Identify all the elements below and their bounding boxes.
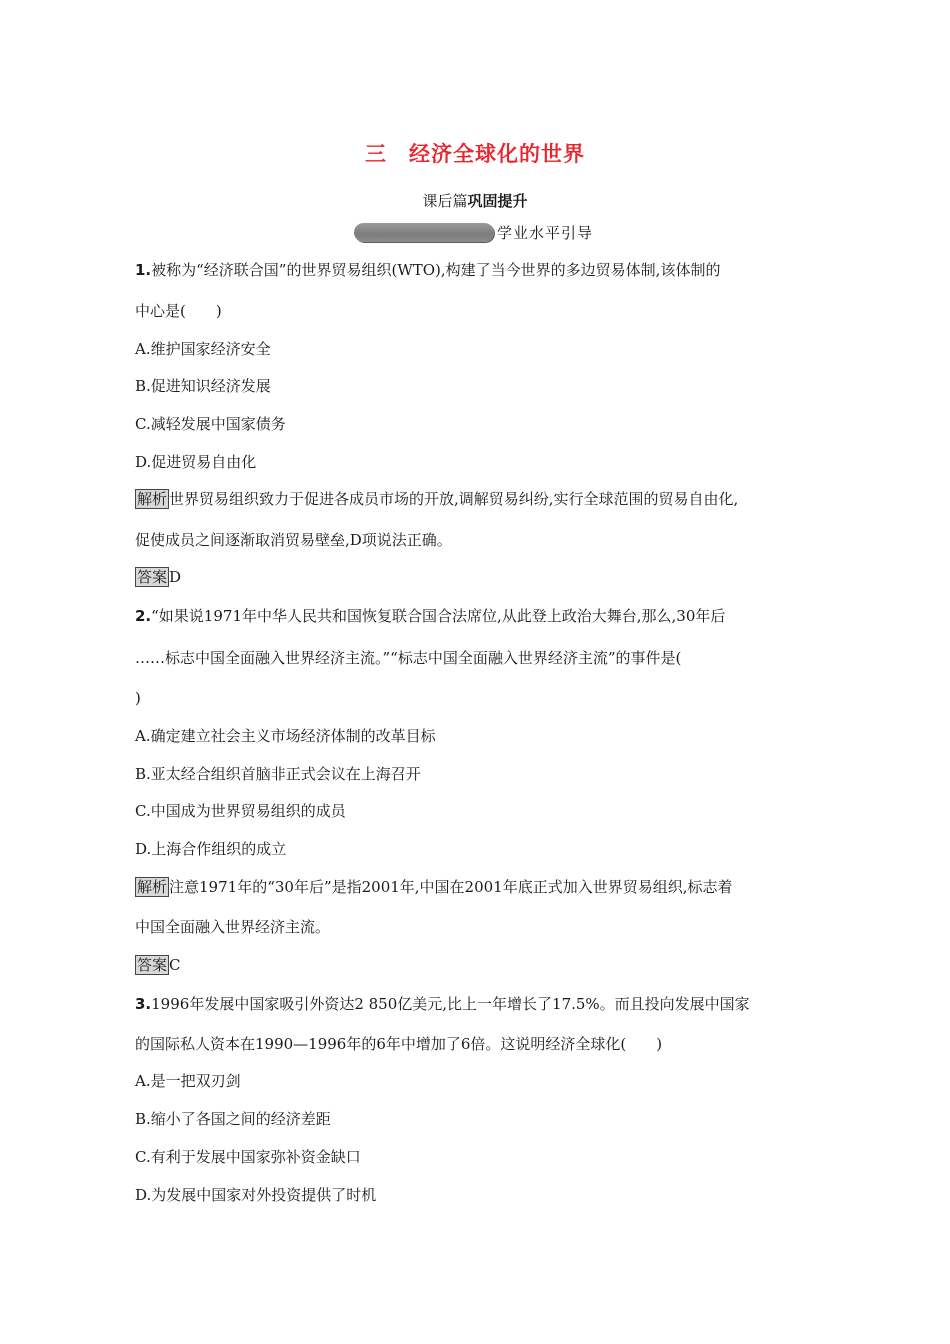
- q1-analysis-line-1: 解析 世界贸易组织致力于促进各成员市场的开放,调解贸易纠纷,实行全球范围的贸易自由化,: [137, 490, 739, 508]
- answer-tag: 答案: [137, 956, 168, 974]
- q2-analysis-line-2: 中国全面融入世界经济主流。: [135, 918, 331, 936]
- banner-label: 学业水平引导: [497, 223, 594, 242]
- page-title: 三 经济全球化的世界: [365, 142, 585, 166]
- level-banner: [354, 221, 593, 243]
- q2-number: 2.: [135, 607, 152, 625]
- q2-option-b: B.亚太经合组织首脑非正式会议在上海召开: [135, 765, 421, 783]
- q1-number: 1.: [135, 261, 152, 279]
- q3-option-c: C.有利于发展中国家弥补资金缺口: [135, 1148, 361, 1166]
- q1-option-c: C.减轻发展中国家债务: [135, 415, 286, 433]
- q2-option-a: A.确定建立社会主义市场经济体制的改革目标: [135, 727, 436, 745]
- q3-number: 3.: [135, 995, 152, 1013]
- answer-tag: 答案: [137, 568, 168, 586]
- q2-stem-line-2: ……标志中国全面融入世界经济主流。”“标志中国全面融入世界经济主流”的事件是(: [135, 649, 682, 667]
- q1-analysis-line-2: 促使成员之间逐渐取消贸易壁垒,D项说法正确。: [135, 531, 452, 549]
- analysis-tag: 解析: [137, 490, 168, 508]
- subtitle-bold: 巩固提升: [467, 192, 528, 210]
- q2-answer: 答案 C: [137, 956, 181, 974]
- q1-option-a: A.维护国家经济安全: [135, 340, 271, 358]
- q3-option-a: A.是一把双刃剑: [135, 1072, 241, 1090]
- section-subtitle: [0, 190, 950, 211]
- analysis-tag: 解析: [137, 878, 168, 896]
- q1-stem-line-1: 1.被称为“经济联合国”的世界贸易组织(WTO),构建了当今世界的多边贸易体制,该体制的: [135, 261, 721, 279]
- q1-option-b: B.促进知识经济发展: [135, 377, 271, 395]
- q3-stem-line-2: 的国际私人资本在1990—1996年的6年中增加了6倍。这说明经济全球化( ): [135, 1035, 663, 1053]
- q3-option-d: D.为发展中国家对外投资提供了时机: [135, 1186, 377, 1204]
- q2-option-c: C.中国成为世界贸易组织的成员: [135, 802, 346, 820]
- q3-stem-line-1: 3.1996年发展中国家吸引外资达2 850亿美元,比上一年增长了17.5%。而且投向发展中国家: [135, 995, 750, 1013]
- q2-stem-line-3: ): [135, 689, 141, 707]
- q1-option-d: D.促进贸易自由化: [135, 453, 257, 471]
- q3-option-b: B.缩小了各国之间的经济差距: [135, 1110, 331, 1128]
- q1-answer: 答案 D: [137, 568, 182, 586]
- q2-option-d: D.上海合作组织的成立: [135, 840, 287, 858]
- q1-stem-line-2: 中心是( ): [135, 302, 222, 320]
- banner-pill-shape: [354, 223, 494, 242]
- q2-analysis-line-1: 解析 注意1971年的“30年后”是指2001年,中国在2001年底正式加入世界贸易组织,标志着: [137, 878, 733, 896]
- q2-stem-line-1: 2.“如果说1971年中华人民共和国恢复联合国合法席位,从此登上政治大舞台,那么,30年后: [135, 607, 726, 625]
- subtitle-prefix: 课后篇: [422, 192, 468, 210]
